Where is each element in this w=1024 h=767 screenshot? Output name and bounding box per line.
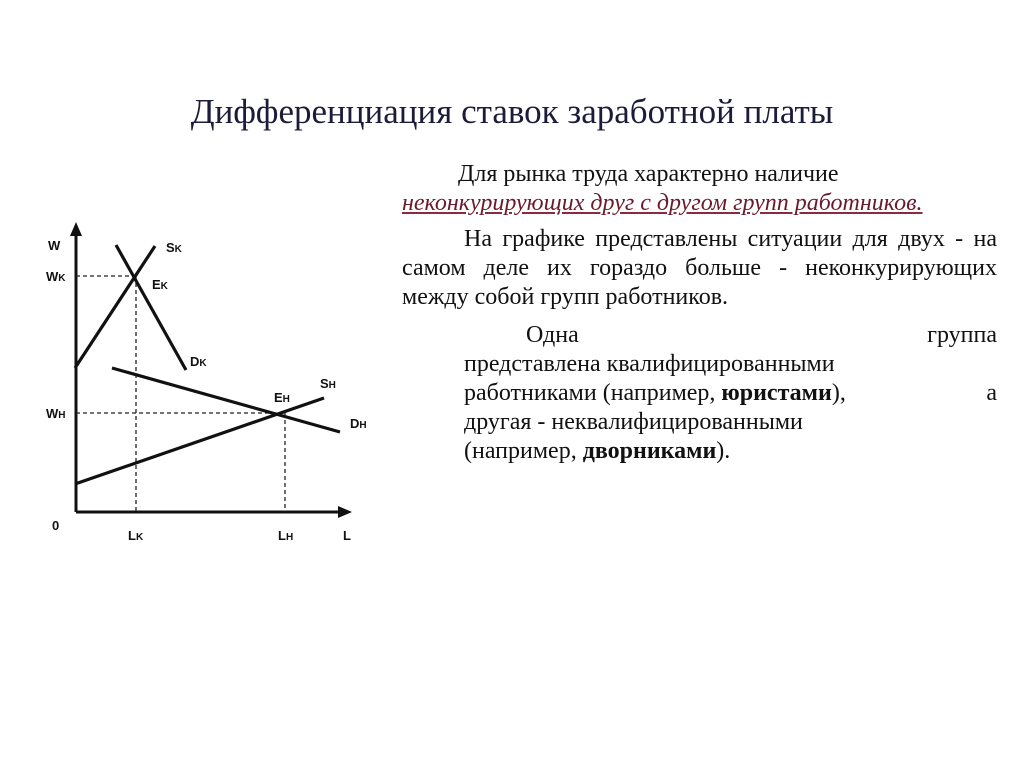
lh-label: LH bbox=[278, 528, 294, 543]
groups-line-3 bbox=[402, 379, 997, 408]
origin-label: 0 bbox=[52, 518, 60, 533]
l-axis-arrow bbox=[338, 506, 352, 518]
sh-label: SH bbox=[320, 376, 336, 391]
d-k-curve bbox=[116, 245, 186, 370]
lawyers-term: юристами bbox=[721, 380, 832, 406]
paragraph-chart-description: На графике представлены ситуации для двух - на самом деле их гораздо больше - неконкурирующих между собой групп работников. bbox=[402, 226, 997, 310]
groups-line-1 bbox=[402, 321, 997, 350]
janitors-term: дворниками bbox=[582, 438, 717, 464]
paragraph-intro-link bbox=[402, 189, 997, 218]
non-competing-groups-link[interactable]: неконкурирующих друг с другом групп работников. bbox=[402, 190, 923, 216]
slide-title: Дифференциация ставок заработной платы bbox=[190, 92, 834, 131]
paragraph-groups bbox=[402, 321, 997, 466]
groups-line-2: представлена квалифицированными bbox=[464, 351, 835, 377]
groups-line-4: другая - неквалифицированными bbox=[464, 409, 803, 435]
groups-word-one: Одна bbox=[526, 322, 579, 348]
ek-label: EK bbox=[152, 277, 168, 292]
dh-label: DH bbox=[350, 416, 367, 431]
groups-and: а bbox=[986, 380, 997, 406]
w-axis-arrow bbox=[70, 222, 82, 236]
lk-label: LK bbox=[128, 528, 144, 543]
s-h-curve bbox=[75, 398, 324, 484]
groups-word-group: группа bbox=[927, 322, 997, 348]
wh-label: WH bbox=[46, 406, 66, 421]
text-block bbox=[402, 160, 997, 466]
eh-label: EH bbox=[274, 390, 290, 405]
d-h-curve bbox=[112, 368, 340, 432]
labor-market-diagram bbox=[0, 0, 420, 560]
s-k-curve bbox=[75, 246, 155, 368]
dk-label: DK bbox=[190, 354, 207, 369]
groups-line-5: (например, дворниками). bbox=[464, 438, 731, 464]
axis-w-label: W bbox=[48, 238, 61, 253]
groups-lawyers: работниками (например, юристами), bbox=[464, 380, 846, 406]
intro-text: Для рынка труда характерно наличие bbox=[458, 161, 839, 187]
paragraph-intro bbox=[402, 160, 997, 189]
wk-label: WK bbox=[46, 269, 66, 284]
sk-label: SK bbox=[166, 240, 182, 255]
axis-l-label: L bbox=[343, 528, 351, 543]
